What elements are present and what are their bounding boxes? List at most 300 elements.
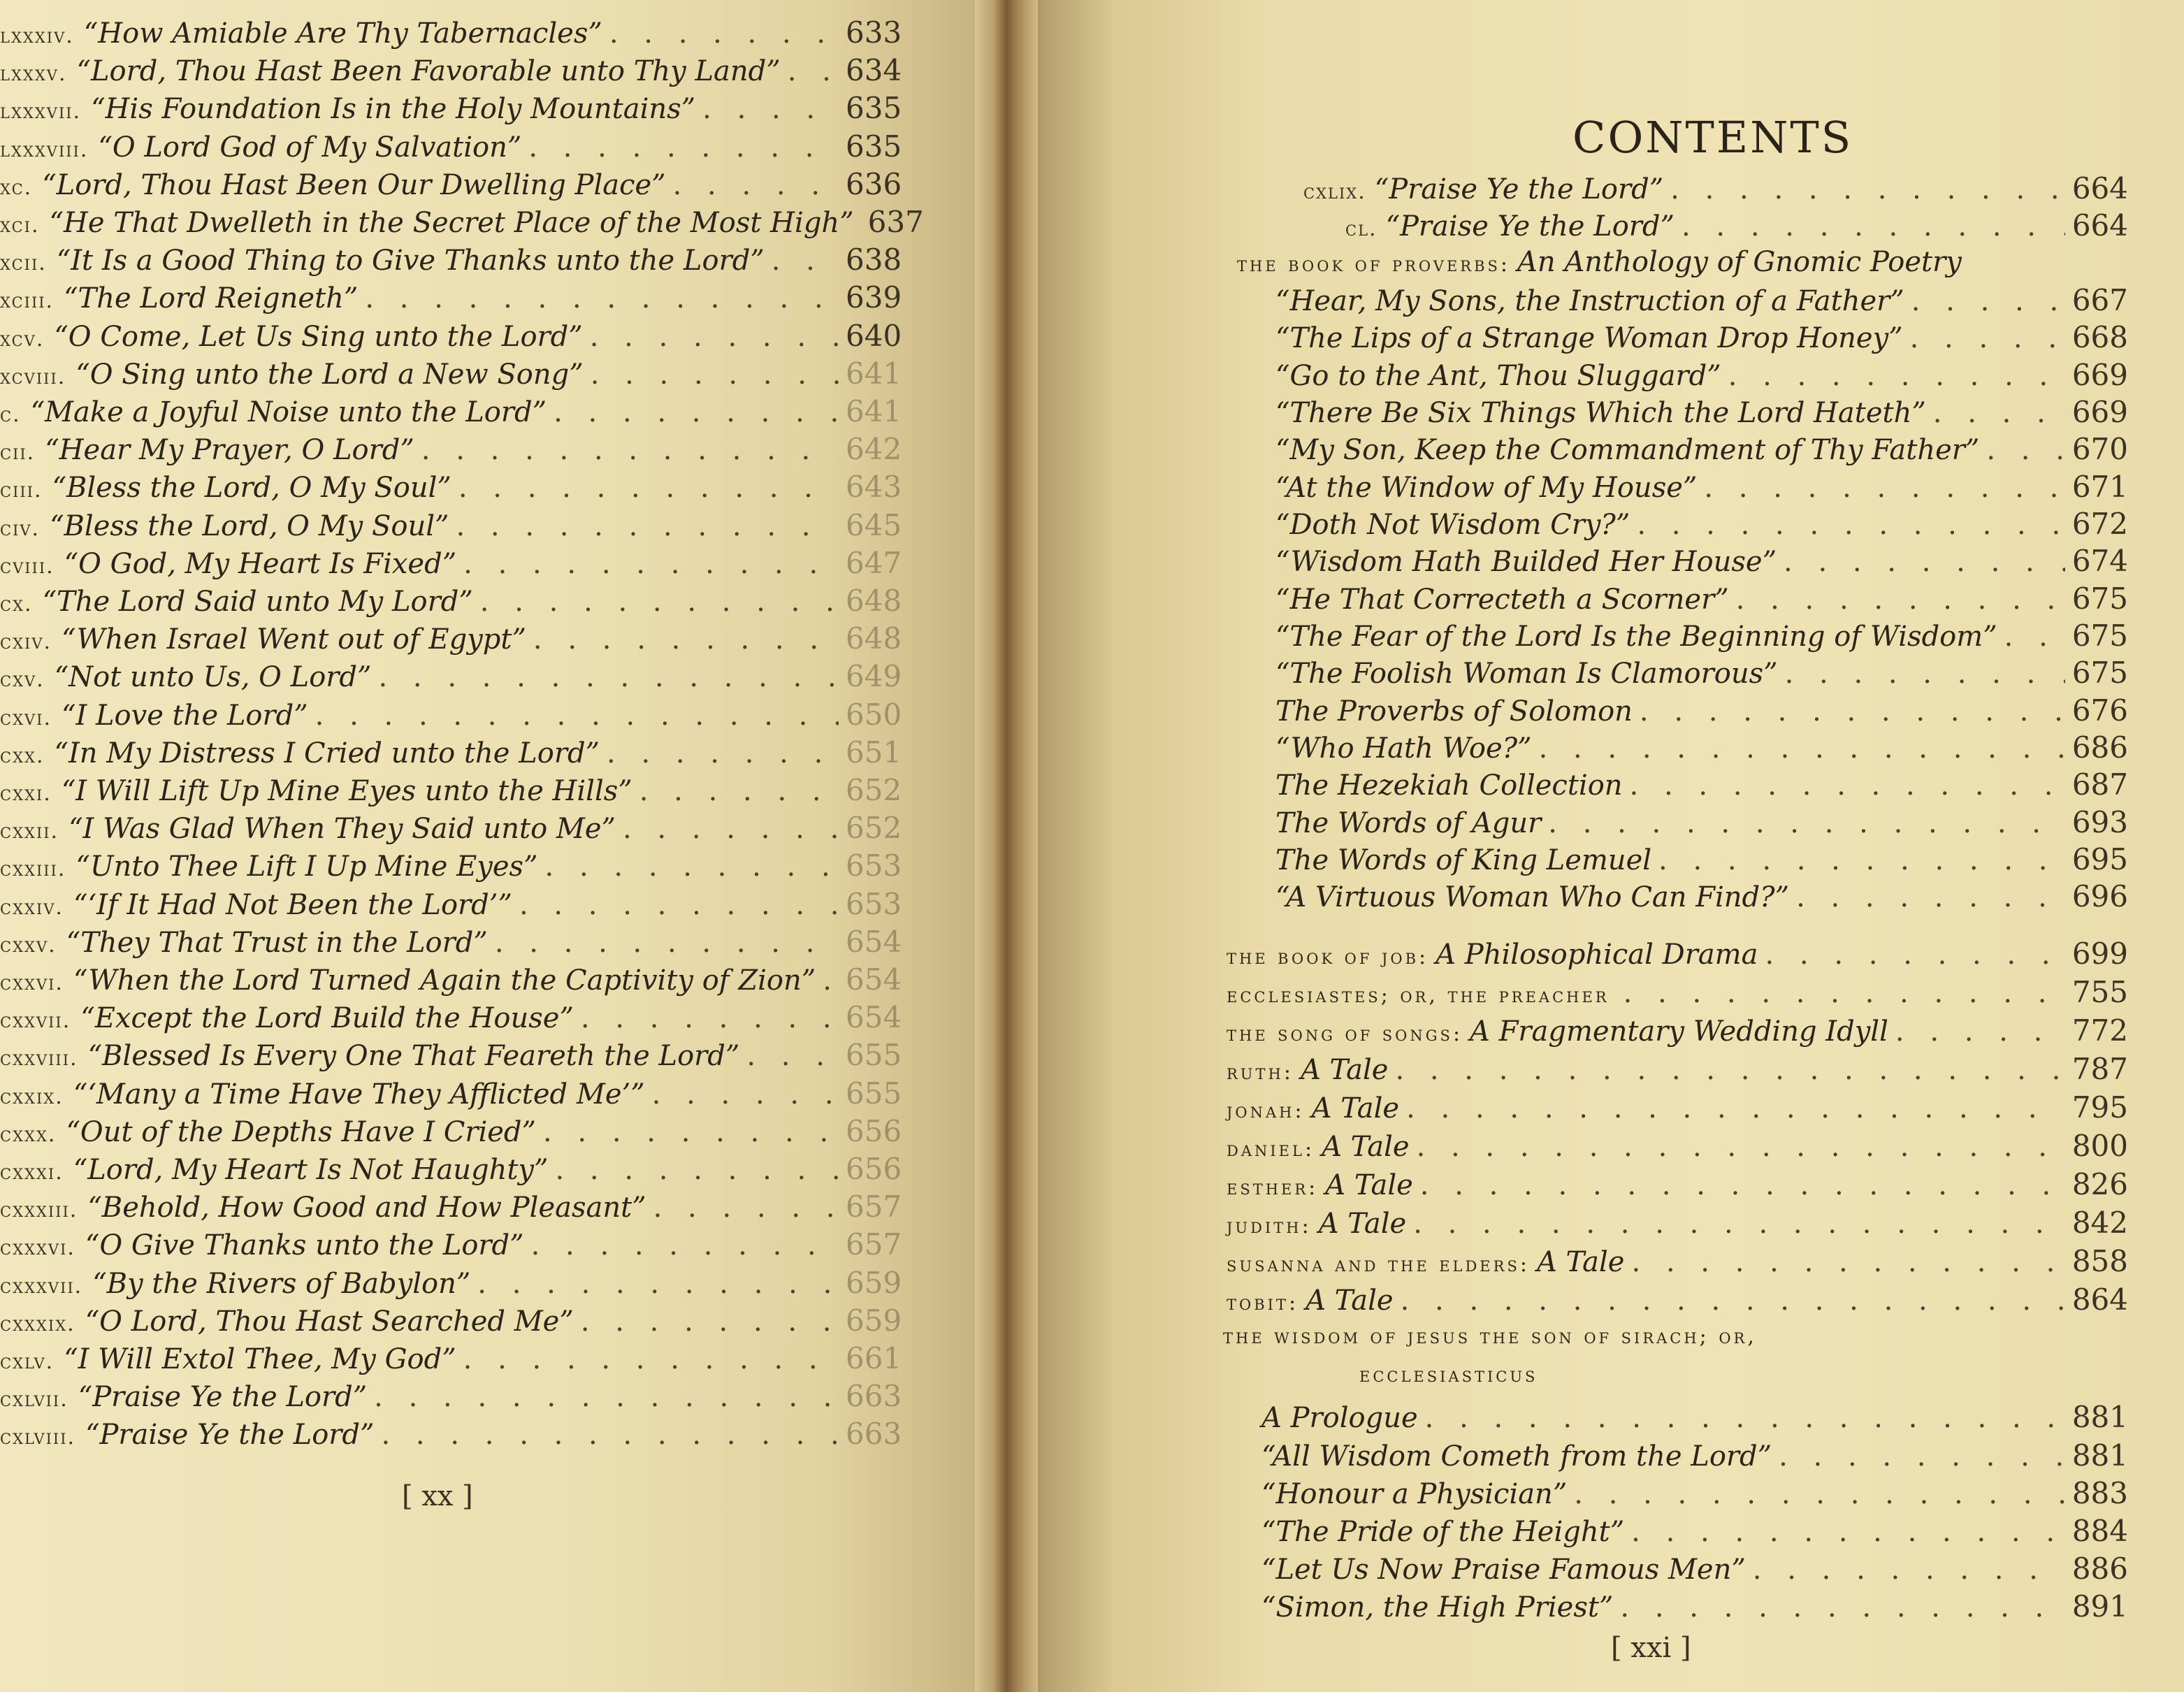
psalm-number: lxxxiv. — [0, 24, 74, 48]
psalm-number: xci. — [0, 213, 40, 238]
entry-title: “How Amiable Are Thy Tabernacles” — [83, 17, 602, 50]
entry-title: “Bless the Lord, O My Soul” — [52, 472, 451, 505]
page-number: 664 — [2071, 208, 2128, 243]
page-number: 657 — [846, 1227, 902, 1262]
page-number: 675 — [2071, 619, 2128, 653]
toc-entry — [1227, 1129, 2128, 1168]
page-number: 795 — [2071, 1090, 2128, 1125]
page-number: 655 — [846, 1038, 902, 1073]
book-name: the book of proverbs: — [1237, 252, 1511, 277]
leader-dots — [421, 434, 839, 466]
psalm-number: ciii. — [0, 478, 43, 503]
entry-title: “‘Many a Time Have They Afflicted Me’” — [73, 1078, 645, 1111]
toc-entry — [0, 697, 902, 735]
toc-entry — [0, 1227, 902, 1265]
entry-title: “Lord, My Heart Is Not Haughty” — [73, 1154, 549, 1186]
entry-title: A Tale — [1306, 1285, 1394, 1317]
toc-entry — [0, 356, 902, 394]
entry-title: “Simon, the High Priest” — [1261, 1591, 1614, 1624]
book-name: ecclesiasticus — [1359, 1363, 1538, 1387]
toc-entry — [1275, 283, 2128, 322]
leader-dots — [673, 169, 839, 201]
leader-dots — [1658, 844, 2065, 876]
leader-dots — [581, 1002, 839, 1034]
leader-dots — [495, 927, 839, 959]
entry-title: “Praise Ye the Lord” — [1385, 210, 1675, 243]
leader-dots — [1631, 1246, 2064, 1278]
page-number: 881 — [2071, 1438, 2128, 1473]
leader-dots — [1425, 1402, 2065, 1434]
page-number: 667 — [2071, 283, 2128, 317]
leader-dots — [1640, 695, 2065, 728]
page-number: 696 — [2071, 879, 2128, 913]
entry-title: “The Lord Reigneth” — [64, 282, 359, 315]
toc-entry — [1275, 879, 2128, 918]
page-number: 654 — [846, 924, 902, 959]
toc-entry — [0, 1190, 902, 1227]
entry-title: The Hezekiah Collection — [1275, 769, 1623, 802]
page-number: 653 — [846, 848, 902, 883]
psalm-number: cxxvii. — [0, 1008, 71, 1034]
leader-dots — [533, 623, 839, 656]
book-name: the song of songs: — [1227, 1022, 1463, 1046]
page-number: 883 — [2071, 1476, 2128, 1510]
book-name: daniel: — [1227, 1137, 1315, 1162]
entry-title: “The Pride of the Height” — [1261, 1516, 1625, 1548]
toc-entry — [0, 1000, 902, 1038]
leader-dots — [1395, 1054, 2064, 1086]
page-number: 672 — [2071, 507, 2128, 541]
leader-dots — [1753, 1554, 2065, 1586]
page-number: 661 — [846, 1341, 902, 1375]
toc-entry — [0, 129, 902, 167]
entry-title: “Unto Thee Lift I Up Mine Eyes” — [75, 851, 538, 883]
toc-entry — [1359, 1363, 2128, 1402]
psalm-number: xcii. — [0, 251, 47, 276]
toc-entry — [1275, 581, 2128, 621]
page-number: 884 — [2071, 1514, 2128, 1548]
psalm-number: cii. — [0, 440, 36, 465]
toc-entry — [1261, 1400, 2128, 1439]
leader-dots — [1736, 584, 2065, 616]
page-number: 881 — [2071, 1400, 2128, 1434]
entry-title: “O God, My Heart Is Fixed” — [64, 547, 457, 580]
entry-title: “Except the Lord Build the House” — [80, 1002, 574, 1035]
page-number: 654 — [846, 962, 902, 997]
leader-dots — [1417, 1131, 2065, 1163]
leader-dots — [1630, 769, 2065, 802]
entry-title: “Praise Ye the Lord” — [78, 1381, 368, 1414]
entry-title: A Tale — [1325, 1169, 1413, 1201]
entry-title: A Tale — [1318, 1208, 1407, 1240]
leader-dots — [456, 510, 839, 542]
toc-entry — [1275, 656, 2128, 695]
page-number: 842 — [2071, 1206, 2128, 1240]
book-name: judith: — [1227, 1214, 1312, 1238]
toc-entry — [0, 1303, 902, 1341]
page-number: 648 — [846, 621, 902, 656]
psalm-number: cxiv. — [0, 630, 52, 655]
leader-dots — [543, 1116, 839, 1148]
entry-title: A Philosophical Drama — [1435, 939, 1758, 971]
leader-dots — [1420, 1169, 2065, 1201]
page-number: 657 — [846, 1190, 902, 1224]
page-number: 635 — [846, 91, 902, 126]
toc-entry — [0, 659, 902, 697]
toc-entry — [0, 243, 902, 280]
page-number: 864 — [2071, 1282, 2128, 1317]
leader-dots — [1574, 1478, 2065, 1510]
psalm-number: cxxix. — [0, 1084, 64, 1109]
toc-entry — [0, 508, 902, 546]
leader-dots — [1911, 285, 2065, 317]
page-number: 826 — [2071, 1167, 2128, 1201]
entry-title: “Praise Ye the Lord” — [1374, 173, 1664, 205]
entry-title: “The Lips of a Strange Woman Drop Honey” — [1275, 322, 1903, 354]
entry-title: “Go to the Ant, Thou Sluggard” — [1275, 360, 1721, 392]
entry-title: “O Lord, Thou Hast Searched Me” — [85, 1305, 574, 1338]
page-number: 772 — [2071, 1013, 2128, 1048]
psalm-number: cxxx. — [0, 1122, 57, 1147]
page-number: 675 — [2071, 581, 2128, 616]
entry-title: “A Virtuous Woman Who Can Find?” — [1275, 881, 1790, 913]
entry-title: “Make a Joyful Noise unto the Lord” — [30, 396, 547, 428]
leader-dots — [1796, 881, 2065, 913]
toc-entry — [1227, 1244, 2128, 1283]
page-number: 636 — [846, 166, 902, 201]
entry-title: “Hear, My Sons, the Instruction of a Father” — [1275, 285, 1904, 317]
psalm-number: cxx. — [0, 743, 45, 768]
toc-entry — [1223, 1324, 2128, 1364]
leader-dots — [1670, 173, 2065, 205]
entry-title: “In My Distress I Cried unto the Lord” — [54, 737, 600, 769]
entry-title: “O Give Thanks unto the Lord” — [85, 1229, 524, 1262]
psalm-number: xc. — [0, 175, 33, 200]
toc-entry — [0, 735, 902, 773]
book-name: esther: — [1227, 1176, 1319, 1200]
leader-dots — [463, 1343, 839, 1375]
entry-title: “I Was Glad When They Said unto Me” — [68, 813, 616, 846]
psalm-number: civ. — [0, 516, 41, 541]
leader-dots — [702, 93, 839, 125]
entry-title: “Honour a Physician” — [1261, 1478, 1568, 1510]
psalm-number: cxxvi. — [0, 971, 64, 995]
page-number: 800 — [2071, 1129, 2128, 1163]
page-number: 659 — [846, 1303, 902, 1338]
toc-entry — [0, 1266, 902, 1303]
entry-title: “By the Rivers of Babylon” — [92, 1267, 471, 1300]
entry-title: A Tale — [1536, 1246, 1625, 1278]
entry-title: “Who Hath Woe?” — [1275, 732, 1532, 765]
entry-title: “The Foolish Woman Is Clamorous” — [1275, 658, 1778, 690]
psalm-number: cxlvii. — [0, 1387, 68, 1412]
page-number: 676 — [2071, 693, 2128, 728]
toc-entry — [0, 432, 902, 470]
entry-title: “O Sing unto the Lord a New Song” — [75, 358, 584, 391]
psalm-number: cxxii. — [0, 819, 59, 844]
leader-dots — [1623, 977, 2065, 1009]
leader-dots — [1728, 360, 2065, 392]
toc-entry — [0, 887, 902, 925]
leader-dots — [365, 282, 839, 314]
toc-entry — [1237, 246, 2128, 285]
leader-dots — [652, 1078, 839, 1111]
page-number: 656 — [846, 1113, 902, 1148]
toc-entry — [0, 773, 902, 811]
toc-entry — [1227, 1052, 2128, 1091]
toc-entry — [0, 1114, 902, 1152]
toc-entry — [0, 394, 902, 432]
toc-entry — [0, 167, 902, 205]
leader-dots — [1406, 1092, 2065, 1125]
page-number: 655 — [846, 1076, 902, 1111]
leader-dots — [1910, 322, 2065, 354]
psalm-number: cxxviii. — [0, 1046, 78, 1071]
leader-dots — [581, 1306, 839, 1338]
toc-entry — [0, 1038, 902, 1076]
leader-dots — [1765, 939, 2064, 971]
page-number: 674 — [2071, 544, 2128, 578]
page-number: 675 — [2071, 656, 2128, 690]
entry-title: “Wisdom Hath Builded Her House” — [1275, 546, 1777, 578]
leader-dots — [519, 889, 839, 921]
leader-dots — [555, 1154, 839, 1186]
entry-title: “The Lord Said unto My Lord” — [42, 586, 473, 618]
toc-entry — [1275, 358, 2128, 397]
leader-dots — [477, 1268, 839, 1300]
toc-entry — [0, 53, 902, 91]
entry-title: “Not unto Us, O Lord” — [54, 661, 372, 694]
leader-dots — [607, 737, 839, 769]
page-number: 886 — [2071, 1552, 2128, 1586]
entry-title: “It Is a Good Thing to Give Thanks unto the Lord” — [56, 245, 765, 277]
page-number: 640 — [846, 318, 902, 353]
page-number: 641 — [846, 394, 902, 428]
toc-entry — [1275, 767, 2128, 807]
page-number: 670 — [2071, 432, 2128, 466]
page-number: 891 — [2071, 1589, 2128, 1624]
page-number: 654 — [846, 1000, 902, 1035]
psalm-number: cxxxvi. — [0, 1236, 75, 1261]
entry-title: “Doth Not Wisdom Cry?” — [1275, 509, 1630, 541]
entry-title: “They That Trust in the Lord” — [66, 926, 488, 959]
toc-entry — [1275, 842, 2128, 881]
toc-entry — [1261, 1438, 2128, 1477]
entry-title: “I Will Lift Up Mine Eyes unto the Hills” — [61, 775, 632, 807]
leader-dots — [458, 472, 839, 504]
entry-title: “The Fear of the Lord Is the Beginning of Wisdom” — [1275, 621, 1997, 653]
toc-entry — [1303, 171, 2128, 210]
toc-entry — [1275, 470, 2128, 509]
page-number: 695 — [2071, 842, 2128, 876]
psalm-number: cl. — [1345, 217, 1377, 241]
leader-dots — [772, 245, 839, 277]
toc-entry — [1275, 320, 2128, 359]
page-number: 686 — [2071, 730, 2128, 765]
entry-title: “Praise Ye the Lord” — [85, 1419, 375, 1452]
toc-entry — [0, 280, 902, 318]
leader-dots — [1631, 1516, 2065, 1548]
toc-entry — [1345, 208, 2128, 247]
toc-entry — [1275, 507, 2128, 546]
entry-title: “He That Correcteth a Scorner” — [1275, 584, 1729, 616]
entry-title: The Proverbs of Solomon — [1275, 695, 1633, 728]
leader-dots — [1548, 807, 2065, 839]
leader-dots — [378, 661, 839, 693]
leader-dots — [1785, 658, 2065, 690]
page-number: 643 — [846, 470, 902, 505]
entry-title: “When the Lord Turned Again the Captivity of Zion” — [73, 964, 816, 997]
leader-dots — [463, 548, 839, 580]
entry-title: “At the Window of My House” — [1275, 472, 1698, 504]
toc-entry — [1227, 1013, 2128, 1053]
entry-title: “He That Dwelleth in the Secret Place of the Most High” — [49, 207, 854, 239]
page-number: 652 — [846, 773, 902, 807]
toc-entry — [1275, 805, 2128, 844]
leader-dots — [480, 586, 839, 618]
toc-entry — [1275, 693, 2128, 732]
leader-dots — [2004, 621, 2065, 653]
psalm-number: cxxiv. — [0, 895, 64, 920]
toc-entry — [0, 811, 902, 848]
page-number: 634 — [846, 53, 902, 88]
entry-title: “I Will Extol Thee, My God” — [64, 1343, 456, 1375]
psalm-number: cxlviii. — [0, 1425, 76, 1450]
entry-title: “Hear My Prayer, O Lord” — [45, 434, 414, 467]
psalm-number: cx. — [0, 592, 33, 616]
page-number: 659 — [846, 1265, 902, 1300]
psalm-number: cxxxi. — [0, 1160, 64, 1185]
psalm-number: cxv. — [0, 667, 45, 693]
page-number: 656 — [846, 1152, 902, 1186]
entry-title: “Lord, Thou Hast Been Our Dwelling Place” — [42, 168, 666, 201]
leader-dots — [554, 396, 839, 428]
toc-entry — [1227, 937, 2128, 976]
leader-dots — [653, 1192, 839, 1224]
page-number: 693 — [2071, 805, 2128, 839]
toc-entry — [0, 1379, 902, 1417]
psalm-number: cxxxix. — [0, 1311, 75, 1336]
book-name: the book of job: — [1227, 945, 1429, 969]
leader-dots — [1784, 546, 2065, 578]
entry-title: “Lord, Thou Hast Been Favorable unto Thy Land” — [76, 55, 781, 88]
leader-dots — [591, 359, 839, 391]
toc-entry — [0, 1417, 902, 1454]
toc-entry — [0, 848, 902, 886]
psalm-number: lxxxviii. — [0, 137, 89, 162]
leader-dots — [545, 851, 839, 883]
entry-title: “There Be Six Things Which the Lord Hateth” — [1275, 397, 1926, 429]
entry-title: “Bless the Lord, O My Soul” — [50, 509, 449, 542]
leader-dots — [528, 131, 839, 164]
leader-dots — [746, 1040, 839, 1072]
leader-dots — [1682, 210, 2065, 243]
toc-entry — [0, 1152, 902, 1190]
contents-heading: CONTENTS — [1572, 112, 1853, 163]
book-name: susanna and the elders: — [1227, 1252, 1530, 1277]
toc-entry — [0, 470, 902, 507]
entry-title: A Fragmentary Wedding Idyll — [1470, 1015, 1888, 1048]
entry-title: “My Son, Keep the Commandment of Thy Father” — [1275, 434, 1980, 466]
leader-dots — [590, 321, 839, 353]
psalm-number: c. — [0, 403, 21, 427]
psalm-number: cxvi. — [0, 705, 52, 730]
page-number: 687 — [2071, 767, 2128, 802]
toc-entry — [1275, 432, 2128, 471]
toc-entry — [1261, 1514, 2128, 1553]
toc-entry — [0, 319, 902, 356]
toc-entry — [0, 925, 902, 962]
leader-dots — [823, 964, 839, 997]
toc-entry — [1227, 1090, 2128, 1129]
page-number: 649 — [846, 659, 902, 694]
leader-dots — [639, 775, 839, 807]
page-number: 639 — [846, 280, 902, 315]
leader-dots — [1539, 732, 2065, 765]
page-number: 635 — [846, 129, 902, 164]
page-number: 668 — [2071, 320, 2128, 354]
page-number: 637 — [867, 205, 924, 239]
psalm-number: cxxiii. — [0, 857, 66, 882]
leader-dots — [1779, 1440, 2065, 1473]
entry-title: “Let Us Now Praise Famous Men” — [1261, 1554, 1746, 1586]
toc-entry — [1275, 619, 2128, 658]
psalm-number: cxlv. — [0, 1350, 55, 1374]
right-page — [1010, 0, 2184, 1692]
toc-entry — [1275, 395, 2128, 434]
entry-title: A Tale — [1300, 1054, 1389, 1086]
book-name: the wisdom of jesus the son of sirach; or, — [1223, 1324, 1757, 1349]
psalm-number: cxxxiii. — [0, 1198, 78, 1223]
psalm-number: xcv. — [0, 326, 45, 352]
psalm-number: lxxxv. — [0, 62, 67, 87]
entry-title: An Anthology of Gnomic Poetry — [1517, 246, 1962, 278]
entry-title: “O Lord God of My Salvation” — [98, 131, 522, 164]
page-number: 648 — [846, 584, 902, 618]
leader-dots — [1704, 472, 2064, 504]
toc-entry — [1261, 1552, 2128, 1591]
psalm-number: xciii. — [0, 289, 55, 314]
page-number: 638 — [846, 243, 902, 277]
toc-entry — [0, 962, 902, 1000]
entry-title: “Out of the Depths Have I Cried” — [66, 1115, 536, 1148]
leader-dots — [1620, 1591, 2064, 1624]
psalm-number: lxxxvii. — [0, 99, 82, 124]
page-number: 858 — [2071, 1244, 2128, 1278]
entry-title: “When Israel Went out of Egypt” — [62, 623, 526, 656]
toc-entry — [0, 621, 902, 659]
leader-dots — [788, 55, 839, 87]
page-number: 669 — [2071, 395, 2128, 429]
page-number: 652 — [846, 811, 902, 846]
toc-entry — [1227, 975, 2128, 1014]
page-number: 787 — [2071, 1052, 2128, 1086]
entry-title: “‘If It Had Not Been the Lord’” — [73, 888, 512, 921]
left-page — [0, 0, 1010, 1692]
entry-title: The Words of Agur — [1275, 807, 1542, 839]
page-number: 653 — [846, 886, 902, 921]
toc-entry — [0, 91, 902, 129]
psalm-number: cxxxvii. — [0, 1273, 83, 1299]
page-number: 755 — [2071, 975, 2128, 1009]
toc-entry — [1227, 1206, 2128, 1245]
right-page-footer: [ xxi ] — [1611, 1632, 1691, 1664]
toc-entry — [1227, 1167, 2128, 1206]
page-number: 699 — [2071, 937, 2128, 971]
psalm-number: xcviii. — [0, 364, 66, 389]
entry-title: “Behold, How Good and How Pleasant” — [87, 1192, 646, 1224]
toc-entry — [1227, 1282, 2128, 1322]
